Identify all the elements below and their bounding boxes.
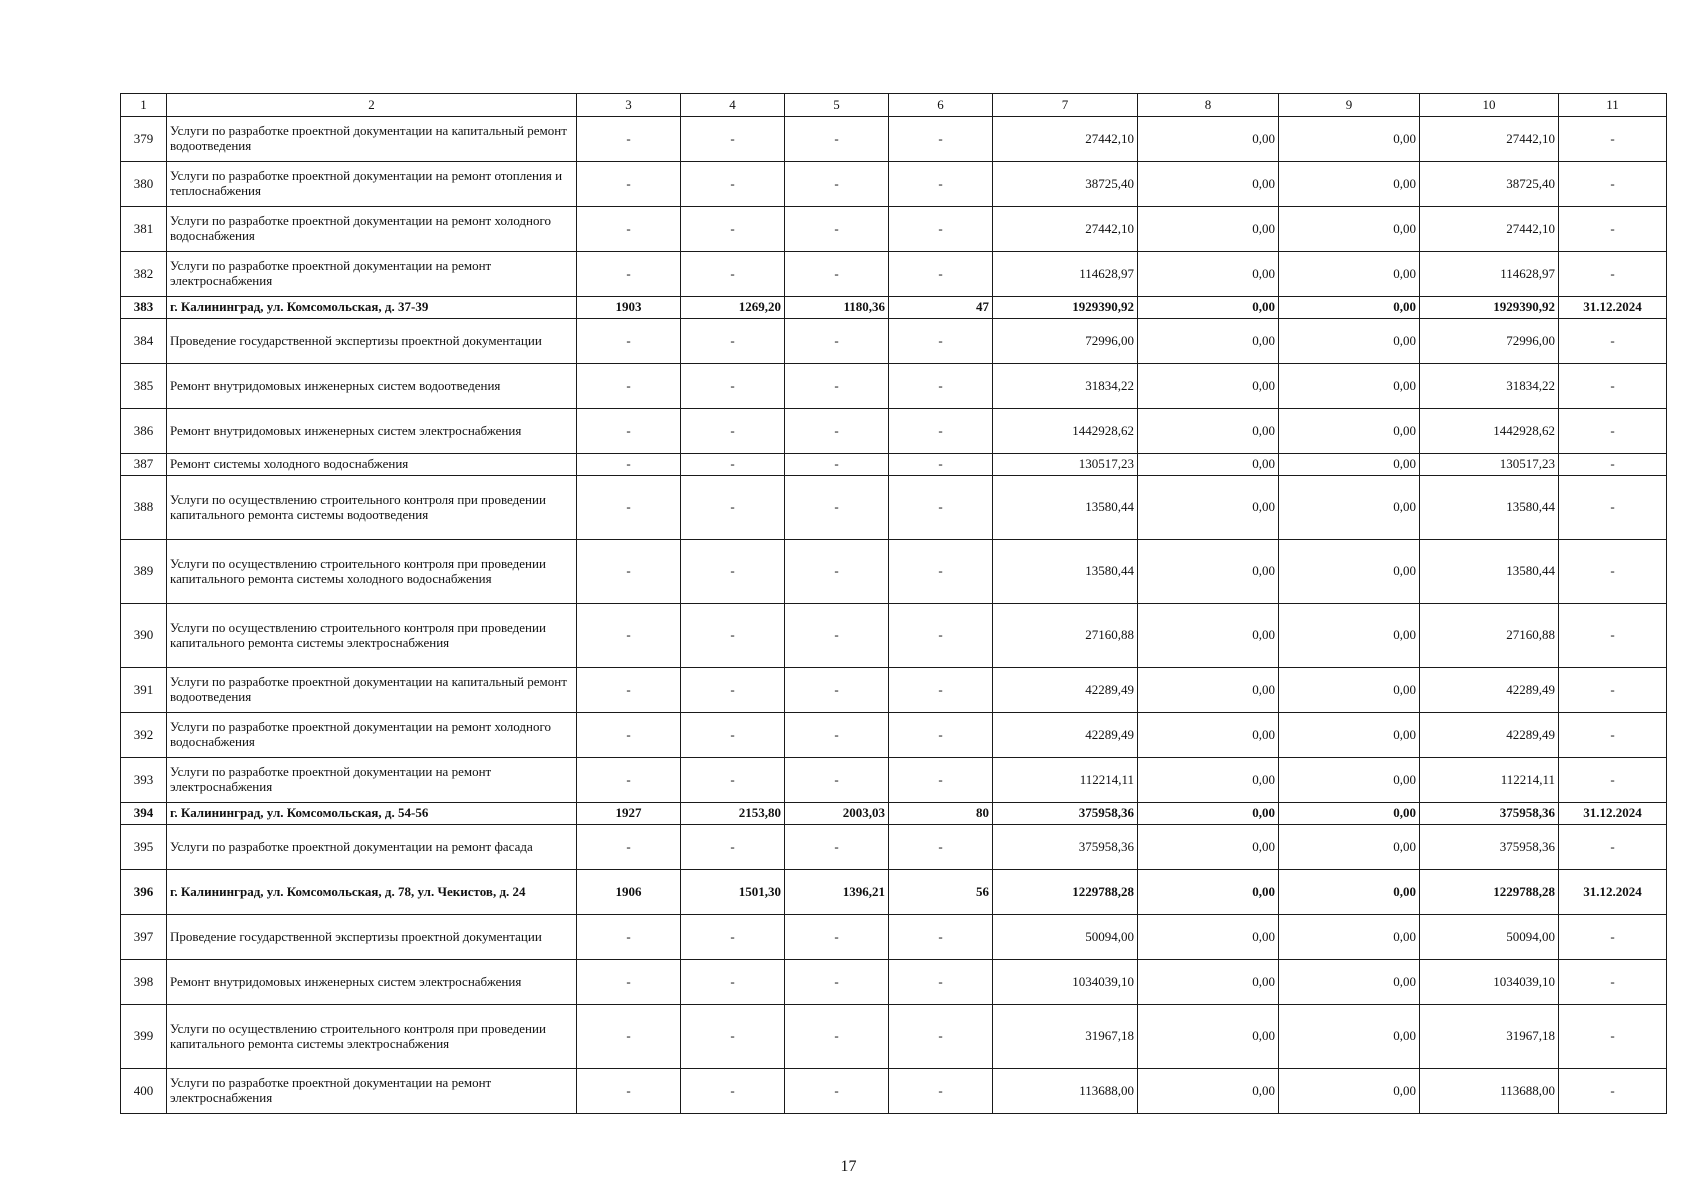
col-9-cell: 0,00 <box>1279 604 1420 668</box>
col-4-cell: - <box>681 476 785 540</box>
col-7-cell: 1034039,10 <box>993 960 1138 1005</box>
col-10-cell: 27442,10 <box>1420 117 1559 162</box>
col-5-cell: - <box>785 1069 889 1114</box>
col-6-cell: - <box>889 409 993 454</box>
col-9-cell: 0,00 <box>1279 915 1420 960</box>
description-cell: Услуги по разработке проектной документации на ремонт холодного водоснабжения <box>167 713 577 758</box>
col-10-cell: 1442928,62 <box>1420 409 1559 454</box>
col-3-cell: - <box>577 1069 681 1114</box>
col-11-cell: - <box>1559 915 1667 960</box>
col-5-cell: - <box>785 604 889 668</box>
col-11-cell: - <box>1559 207 1667 252</box>
col-11-cell: - <box>1559 713 1667 758</box>
col-10-cell: 112214,11 <box>1420 758 1559 803</box>
col-9-cell: 0,00 <box>1279 476 1420 540</box>
table-row <box>121 668 1667 713</box>
table-row <box>121 825 1667 870</box>
col-6-cell: - <box>889 540 993 604</box>
col-7-cell: 50094,00 <box>993 915 1138 960</box>
col-11-cell: - <box>1559 364 1667 409</box>
col-10-cell: 114628,97 <box>1420 252 1559 297</box>
row-number-cell: 391 <box>121 668 167 713</box>
col-3-cell: - <box>577 1005 681 1069</box>
col-9-cell: 0,00 <box>1279 1005 1420 1069</box>
col-9-cell: 0,00 <box>1279 540 1420 604</box>
col-5-cell: - <box>785 117 889 162</box>
works-table <box>120 93 1667 1114</box>
col-5-cell: - <box>785 668 889 713</box>
col-7-cell: 42289,49 <box>993 713 1138 758</box>
col-8-cell: 0,00 <box>1138 364 1279 409</box>
col-11-cell: - <box>1559 1069 1667 1114</box>
col-11-cell: - <box>1559 758 1667 803</box>
description-cell: г. Калининград, ул. Комсомольская, д. 78, ул. Чекистов, д. 24 <box>167 870 577 915</box>
col-8-cell: 0,00 <box>1138 297 1279 319</box>
col-7-cell: 27160,88 <box>993 604 1138 668</box>
col-4-cell: - <box>681 319 785 364</box>
col-11-cell: - <box>1559 117 1667 162</box>
col-3-cell: - <box>577 604 681 668</box>
column-number: 2 <box>167 94 577 117</box>
col-7-cell: 112214,11 <box>993 758 1138 803</box>
col-11-cell: - <box>1559 252 1667 297</box>
col-4-cell: - <box>681 409 785 454</box>
row-number-cell: 390 <box>121 604 167 668</box>
address-row <box>121 803 1667 825</box>
col-5-cell: 1180,36 <box>785 297 889 319</box>
col-11-cell: - <box>1559 825 1667 870</box>
col-7-cell: 130517,23 <box>993 454 1138 476</box>
col-4-cell: 2153,80 <box>681 803 785 825</box>
col-7-cell: 1929390,92 <box>993 297 1138 319</box>
col-3-cell: 1906 <box>577 870 681 915</box>
row-number-cell: 396 <box>121 870 167 915</box>
table-row <box>121 1005 1667 1069</box>
col-7-cell: 13580,44 <box>993 476 1138 540</box>
col-8-cell: 0,00 <box>1138 540 1279 604</box>
row-number-cell: 384 <box>121 319 167 364</box>
col-3-cell: - <box>577 162 681 207</box>
col-5-cell: - <box>785 409 889 454</box>
col-3-cell: - <box>577 252 681 297</box>
description-cell: Услуги по осуществлению строительного контроля при проведении капитального ремонта системы холодного водоснабжения <box>167 540 577 604</box>
col-7-cell: 1229788,28 <box>993 870 1138 915</box>
row-number-cell: 380 <box>121 162 167 207</box>
address-row <box>121 870 1667 915</box>
col-4-cell: - <box>681 604 785 668</box>
row-number-cell: 399 <box>121 1005 167 1069</box>
col-4-cell: - <box>681 713 785 758</box>
col-11-cell: 31.12.2024 <box>1559 297 1667 319</box>
col-10-cell: 13580,44 <box>1420 540 1559 604</box>
col-4-cell: 1501,30 <box>681 870 785 915</box>
col-11-cell: 31.12.2024 <box>1559 803 1667 825</box>
table-row <box>121 162 1667 207</box>
table-row <box>121 1069 1667 1114</box>
col-10-cell: 113688,00 <box>1420 1069 1559 1114</box>
col-8-cell: 0,00 <box>1138 476 1279 540</box>
col-9-cell: 0,00 <box>1279 668 1420 713</box>
col-11-cell: - <box>1559 668 1667 713</box>
col-8-cell: 0,00 <box>1138 207 1279 252</box>
col-6-cell: - <box>889 825 993 870</box>
col-4-cell: - <box>681 454 785 476</box>
col-6-cell: - <box>889 207 993 252</box>
col-5-cell: - <box>785 540 889 604</box>
col-7-cell: 31834,22 <box>993 364 1138 409</box>
col-5-cell: - <box>785 454 889 476</box>
col-9-cell: 0,00 <box>1279 162 1420 207</box>
row-number-cell: 398 <box>121 960 167 1005</box>
row-number-cell: 387 <box>121 454 167 476</box>
col-9-cell: 0,00 <box>1279 117 1420 162</box>
col-10-cell: 1229788,28 <box>1420 870 1559 915</box>
col-8-cell: 0,00 <box>1138 1005 1279 1069</box>
table-row <box>121 540 1667 604</box>
col-4-cell: - <box>681 668 785 713</box>
col-8-cell: 0,00 <box>1138 604 1279 668</box>
col-4-cell: - <box>681 1005 785 1069</box>
table-row <box>121 915 1667 960</box>
col-5-cell: - <box>785 207 889 252</box>
column-number: 9 <box>1279 94 1420 117</box>
col-5-cell: - <box>785 252 889 297</box>
col-3-cell: - <box>577 207 681 252</box>
col-5-cell: 2003,03 <box>785 803 889 825</box>
col-8-cell: 0,00 <box>1138 803 1279 825</box>
col-8-cell: 0,00 <box>1138 758 1279 803</box>
col-7-cell: 72996,00 <box>993 319 1138 364</box>
row-number-cell: 400 <box>121 1069 167 1114</box>
col-9-cell: 0,00 <box>1279 297 1420 319</box>
col-8-cell: 0,00 <box>1138 117 1279 162</box>
col-5-cell: - <box>785 476 889 540</box>
col-7-cell: 27442,10 <box>993 117 1138 162</box>
col-4-cell: - <box>681 117 785 162</box>
col-3-cell: - <box>577 915 681 960</box>
description-cell: Услуги по разработке проектной документации на ремонт электроснабжения <box>167 1069 577 1114</box>
address-row <box>121 297 1667 319</box>
col-9-cell: 0,00 <box>1279 758 1420 803</box>
col-11-cell: - <box>1559 540 1667 604</box>
col-6-cell: - <box>889 319 993 364</box>
table-row <box>121 319 1667 364</box>
description-cell: Ремонт системы холодного водоснабжения <box>167 454 577 476</box>
col-6-cell: 80 <box>889 803 993 825</box>
col-9-cell: 0,00 <box>1279 870 1420 915</box>
col-5-cell: - <box>785 758 889 803</box>
col-5-cell: 1396,21 <box>785 870 889 915</box>
row-number-cell: 393 <box>121 758 167 803</box>
description-cell: Ремонт внутридомовых инженерных систем электроснабжения <box>167 960 577 1005</box>
row-number-cell: 381 <box>121 207 167 252</box>
col-7-cell: 375958,36 <box>993 803 1138 825</box>
col-5-cell: - <box>785 960 889 1005</box>
table-row <box>121 960 1667 1005</box>
description-cell: Услуги по разработке проектной документации на ремонт холодного водоснабжения <box>167 207 577 252</box>
description-cell: Услуги по осуществлению строительного контроля при проведении капитального ремонта системы электроснабжения <box>167 1005 577 1069</box>
col-5-cell: - <box>785 713 889 758</box>
col-7-cell: 27442,10 <box>993 207 1138 252</box>
col-6-cell: - <box>889 162 993 207</box>
table-row <box>121 252 1667 297</box>
col-6-cell: - <box>889 915 993 960</box>
col-6-cell: - <box>889 117 993 162</box>
col-9-cell: 0,00 <box>1279 409 1420 454</box>
col-6-cell: - <box>889 960 993 1005</box>
col-6-cell: - <box>889 668 993 713</box>
col-7-cell: 13580,44 <box>993 540 1138 604</box>
table-row <box>121 476 1667 540</box>
description-cell: г. Калининград, ул. Комсомольская, д. 37-39 <box>167 297 577 319</box>
col-3-cell: - <box>577 825 681 870</box>
col-6-cell: 56 <box>889 870 993 915</box>
col-9-cell: 0,00 <box>1279 713 1420 758</box>
col-3-cell: - <box>577 540 681 604</box>
column-number: 5 <box>785 94 889 117</box>
col-8-cell: 0,00 <box>1138 825 1279 870</box>
col-9-cell: 0,00 <box>1279 1069 1420 1114</box>
col-3-cell: - <box>577 364 681 409</box>
col-7-cell: 113688,00 <box>993 1069 1138 1114</box>
col-9-cell: 0,00 <box>1279 319 1420 364</box>
col-10-cell: 1034039,10 <box>1420 960 1559 1005</box>
col-10-cell: 375958,36 <box>1420 803 1559 825</box>
col-4-cell: - <box>681 364 785 409</box>
col-3-cell: - <box>577 668 681 713</box>
col-9-cell: 0,00 <box>1279 803 1420 825</box>
col-9-cell: 0,00 <box>1279 960 1420 1005</box>
col-3-cell: - <box>577 117 681 162</box>
row-number-cell: 388 <box>121 476 167 540</box>
col-3-cell: - <box>577 960 681 1005</box>
column-number: 6 <box>889 94 993 117</box>
col-11-cell: - <box>1559 604 1667 668</box>
col-6-cell: - <box>889 713 993 758</box>
col-7-cell: 42289,49 <box>993 668 1138 713</box>
col-7-cell: 1442928,62 <box>993 409 1138 454</box>
col-11-cell: - <box>1559 319 1667 364</box>
description-cell: Услуги по разработке проектной документации на ремонт электроснабжения <box>167 758 577 803</box>
row-number-cell: 383 <box>121 297 167 319</box>
col-6-cell: - <box>889 1005 993 1069</box>
col-9-cell: 0,00 <box>1279 207 1420 252</box>
col-10-cell: 72996,00 <box>1420 319 1559 364</box>
col-6-cell: - <box>889 758 993 803</box>
col-4-cell: - <box>681 960 785 1005</box>
col-4-cell: 1269,20 <box>681 297 785 319</box>
col-3-cell: 1927 <box>577 803 681 825</box>
col-8-cell: 0,00 <box>1138 1069 1279 1114</box>
column-number: 1 <box>121 94 167 117</box>
table-row <box>121 364 1667 409</box>
col-10-cell: 31834,22 <box>1420 364 1559 409</box>
description-cell: Проведение государственной экспертизы проектной документации <box>167 319 577 364</box>
column-number-row <box>121 94 1667 117</box>
col-10-cell: 13580,44 <box>1420 476 1559 540</box>
page-number: 17 <box>840 1158 857 1175</box>
col-8-cell: 0,00 <box>1138 162 1279 207</box>
col-6-cell: 47 <box>889 297 993 319</box>
column-number: 7 <box>993 94 1138 117</box>
col-10-cell: 1929390,92 <box>1420 297 1559 319</box>
col-10-cell: 50094,00 <box>1420 915 1559 960</box>
table-body <box>121 94 1667 1114</box>
description-cell: Услуги по разработке проектной документации на капитальный ремонт водоотведения <box>167 117 577 162</box>
col-9-cell: 0,00 <box>1279 364 1420 409</box>
description-cell: Услуги по осуществлению строительного контроля при проведении капитального ремонта системы электроснабжения <box>167 604 577 668</box>
row-number-cell: 395 <box>121 825 167 870</box>
col-3-cell: - <box>577 319 681 364</box>
table-row <box>121 713 1667 758</box>
description-cell: Услуги по разработке проектной документации на капитальный ремонт водоотведения <box>167 668 577 713</box>
col-5-cell: - <box>785 825 889 870</box>
col-6-cell: - <box>889 364 993 409</box>
col-4-cell: - <box>681 915 785 960</box>
col-8-cell: 0,00 <box>1138 319 1279 364</box>
col-8-cell: 0,00 <box>1138 252 1279 297</box>
table-row <box>121 454 1667 476</box>
col-4-cell: - <box>681 207 785 252</box>
row-number-cell: 389 <box>121 540 167 604</box>
col-4-cell: - <box>681 758 785 803</box>
column-number: 8 <box>1138 94 1279 117</box>
col-8-cell: 0,00 <box>1138 668 1279 713</box>
col-9-cell: 0,00 <box>1279 252 1420 297</box>
description-cell: Услуги по разработке проектной документации на ремонт фасада <box>167 825 577 870</box>
col-6-cell: - <box>889 1069 993 1114</box>
col-5-cell: - <box>785 364 889 409</box>
description-cell: Ремонт внутридомовых инженерных систем электроснабжения <box>167 409 577 454</box>
col-3-cell: - <box>577 454 681 476</box>
row-number-cell: 382 <box>121 252 167 297</box>
table-row <box>121 758 1667 803</box>
col-10-cell: 42289,49 <box>1420 713 1559 758</box>
table-row <box>121 207 1667 252</box>
col-11-cell: - <box>1559 960 1667 1005</box>
column-number: 11 <box>1559 94 1667 117</box>
col-6-cell: - <box>889 604 993 668</box>
col-3-cell: - <box>577 476 681 540</box>
col-10-cell: 375958,36 <box>1420 825 1559 870</box>
col-6-cell: - <box>889 252 993 297</box>
description-cell: г. Калининград, ул. Комсомольская, д. 54-56 <box>167 803 577 825</box>
col-4-cell: - <box>681 162 785 207</box>
col-10-cell: 38725,40 <box>1420 162 1559 207</box>
column-number: 4 <box>681 94 785 117</box>
description-cell: Услуги по разработке проектной документации на ремонт отопления и теплоснабжения <box>167 162 577 207</box>
description-cell: Услуги по разработке проектной документации на ремонт электроснабжения <box>167 252 577 297</box>
col-8-cell: 0,00 <box>1138 713 1279 758</box>
col-7-cell: 31967,18 <box>993 1005 1138 1069</box>
col-8-cell: 0,00 <box>1138 870 1279 915</box>
col-8-cell: 0,00 <box>1138 454 1279 476</box>
col-9-cell: 0,00 <box>1279 825 1420 870</box>
col-11-cell: - <box>1559 409 1667 454</box>
col-3-cell: - <box>577 758 681 803</box>
col-7-cell: 375958,36 <box>993 825 1138 870</box>
table-row <box>121 117 1667 162</box>
row-number-cell: 392 <box>121 713 167 758</box>
col-4-cell: - <box>681 825 785 870</box>
col-7-cell: 38725,40 <box>993 162 1138 207</box>
row-number-cell: 379 <box>121 117 167 162</box>
col-7-cell: 114628,97 <box>993 252 1138 297</box>
row-number-cell: 397 <box>121 915 167 960</box>
row-number-cell: 386 <box>121 409 167 454</box>
col-11-cell: - <box>1559 476 1667 540</box>
col-5-cell: - <box>785 162 889 207</box>
table-row <box>121 409 1667 454</box>
col-8-cell: 0,00 <box>1138 960 1279 1005</box>
col-10-cell: 31967,18 <box>1420 1005 1559 1069</box>
col-3-cell: 1903 <box>577 297 681 319</box>
col-11-cell: - <box>1559 1005 1667 1069</box>
col-4-cell: - <box>681 540 785 604</box>
col-5-cell: - <box>785 1005 889 1069</box>
description-cell: Ремонт внутридомовых инженерных систем водоотведения <box>167 364 577 409</box>
column-number: 3 <box>577 94 681 117</box>
table-row <box>121 604 1667 668</box>
col-11-cell: 31.12.2024 <box>1559 870 1667 915</box>
col-10-cell: 27160,88 <box>1420 604 1559 668</box>
col-3-cell: - <box>577 713 681 758</box>
row-number-cell: 394 <box>121 803 167 825</box>
col-6-cell: - <box>889 454 993 476</box>
col-6-cell: - <box>889 476 993 540</box>
row-number-cell: 385 <box>121 364 167 409</box>
column-number: 10 <box>1420 94 1559 117</box>
col-10-cell: 27442,10 <box>1420 207 1559 252</box>
col-4-cell: - <box>681 252 785 297</box>
col-9-cell: 0,00 <box>1279 454 1420 476</box>
col-5-cell: - <box>785 915 889 960</box>
col-8-cell: 0,00 <box>1138 409 1279 454</box>
col-5-cell: - <box>785 319 889 364</box>
col-3-cell: - <box>577 409 681 454</box>
col-4-cell: - <box>681 1069 785 1114</box>
col-10-cell: 42289,49 <box>1420 668 1559 713</box>
col-11-cell: - <box>1559 162 1667 207</box>
col-11-cell: - <box>1559 454 1667 476</box>
description-cell: Услуги по осуществлению строительного контроля при проведении капитального ремонта системы водоотведения <box>167 476 577 540</box>
col-10-cell: 130517,23 <box>1420 454 1559 476</box>
col-8-cell: 0,00 <box>1138 915 1279 960</box>
description-cell: Проведение государственной экспертизы проектной документации <box>167 915 577 960</box>
